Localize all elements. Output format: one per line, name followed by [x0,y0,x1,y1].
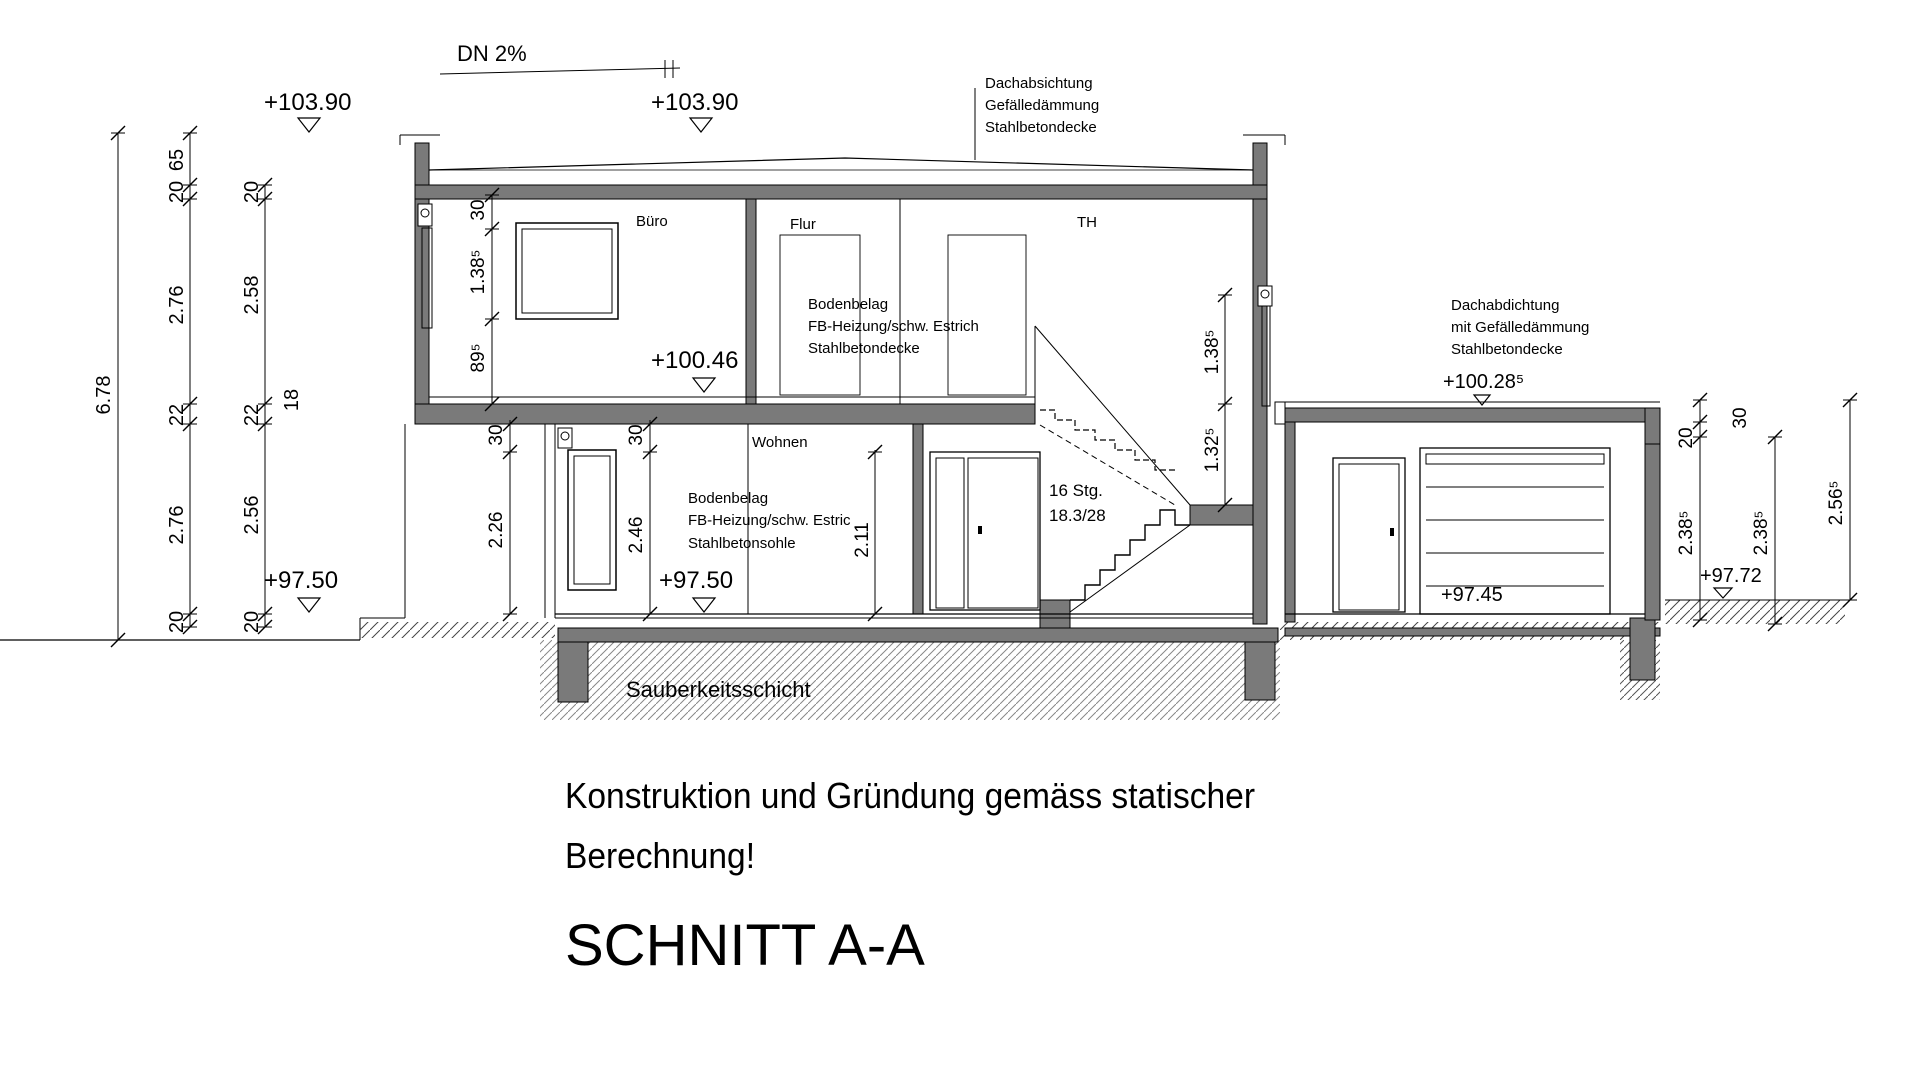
roof-buildup-2: Gefälledämmung [985,97,1100,114]
roof-slope-label: DN 2% [457,41,527,66]
stair-ratio: 18.3/28 [1049,506,1106,525]
garage-buildup-3: Stahlbetondecke [1451,341,1563,358]
ground-buildup-3: Stahlbetonsohle [688,535,796,552]
labels [93,41,1847,978]
dim-right-20: 20 [1676,427,1697,449]
staircase [1035,326,1190,612]
garage-buildup-2: mit Gefälledämmung [1451,319,1590,336]
room-flur: Flur [790,216,816,233]
outside-level: +97.72 [1700,565,1762,587]
upper-buildup-3: Stahlbetondecke [808,340,920,357]
dim-gf-30b: 30 [626,424,647,446]
dim-c3: 18 [281,388,303,412]
note-line-1: Konstruktion und Gründung gemäss statischer [565,775,1255,816]
room-th: TH [1077,214,1097,231]
dim-total: 6.78 [93,375,115,415]
ground-level-left: +97.50 [264,567,339,594]
dim-right-30: 30 [1730,407,1751,429]
foundation-label: Sauberkeitsschicht [626,677,811,702]
upper-buildup-2: FB-Heizung/schw. Estrich [808,318,979,335]
dim-gf-226: 2.26 [486,511,507,549]
dim-c1-1: 20 [166,180,188,204]
upper-level: +100.46 [651,347,739,374]
dim-c1-5: 20 [166,610,188,634]
dim-c2-2: 22 [241,403,263,427]
garage-roof-level: +100.28⁵ [1443,371,1525,393]
dim-right-238a: 2.38⁵ [1676,510,1697,556]
dim-sill-up: 89⁵ [468,343,489,373]
upper-buildup-1: Bodenbelag [808,296,889,313]
dim-c1-0: 65 [166,148,188,172]
ground-level-mid: +97.50 [659,567,734,594]
dim-c1-4: 2.76 [166,505,188,545]
dim-c2-4: 20 [241,610,263,634]
dim-right-238b: 2.38⁵ [1751,510,1772,556]
dim-top-30: 30 [468,199,489,221]
room-wohnen: Wohnen [752,434,808,451]
dim-c2-3: 2.56 [241,495,263,535]
dim-c1-2: 2.76 [166,285,188,325]
note-line-2: Berechnung! [565,835,755,876]
ground-buildup-1: Bodenbelag [688,490,769,507]
dim-stair-132: 1.32⁵ [1202,427,1223,473]
dim-c2-1: 2.58 [241,275,263,315]
dim-right-256: 2.56⁵ [1826,480,1847,526]
roof-level-left: +103.90 [264,89,352,116]
roof-buildup-3: Stahlbetondecke [985,119,1097,136]
dim-gf-246: 2.46 [626,516,647,554]
roof-buildup-1: Dachabsichtung [985,75,1093,92]
garage-buildup-1: Dachabdichtung [1451,297,1560,314]
roof-level-mid: +103.90 [651,89,739,116]
dim-gf-30a: 30 [486,424,507,446]
dim-window-up: 1.38⁵ [468,249,489,295]
dim-c1-3: 22 [166,403,188,427]
section-title: SCHNITT A-A [565,913,925,978]
garage-floor-level: +97.45 [1441,584,1503,606]
dim-stair-138: 1.38⁵ [1202,329,1223,375]
ground-buildup-2: FB-Heizung/schw. Estric [688,512,851,529]
dim-c2-0: 20 [241,180,263,204]
dimension-ticks [111,126,1857,647]
stair-steps: 16 Stg. [1049,481,1103,500]
room-buero: Büro [636,213,668,230]
building-structure [400,135,1285,628]
dim-gf-211: 2.11 [852,522,873,558]
